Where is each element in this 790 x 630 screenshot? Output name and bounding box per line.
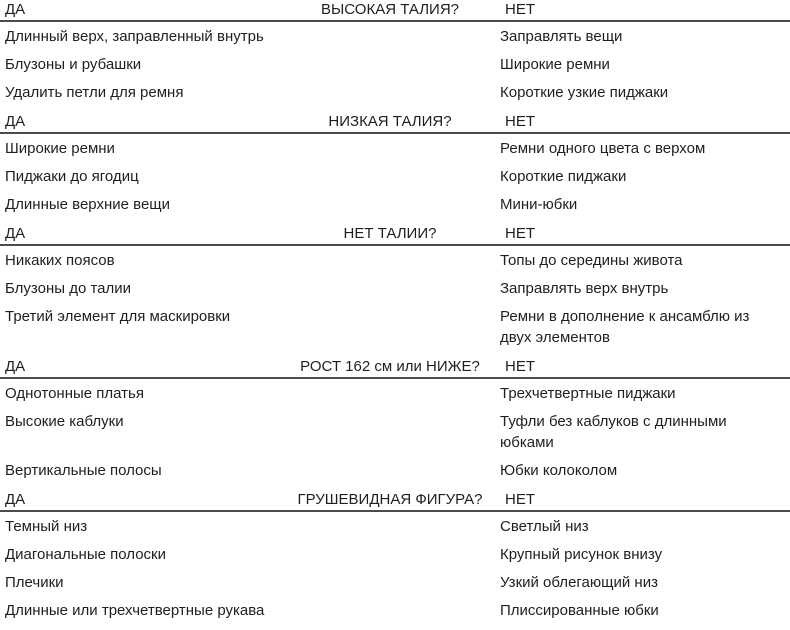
yes-advice: Широкие ремни <box>5 139 115 157</box>
no-advice: Заправлять вещи <box>500 27 623 45</box>
question-label: НИЗКАЯ ТАЛИЯ? <box>328 113 452 130</box>
no-advice: Трехчетвертные пиджаки <box>500 384 676 402</box>
no-advice: Заправлять верх внутрь <box>500 279 669 297</box>
question-section <box>0 2 790 106</box>
advice-row <box>0 456 790 484</box>
question-section <box>0 114 790 218</box>
no-advice: Светлый низ <box>500 517 589 535</box>
question-section <box>0 226 790 351</box>
no-advice: Мини-юбки <box>500 195 578 213</box>
no-column-label: НЕТ <box>505 113 535 130</box>
no-advice: Короткие пиджаки <box>500 167 627 185</box>
yes-advice: Никаких поясов <box>5 251 115 269</box>
question-section <box>0 359 790 484</box>
advice-row <box>0 50 790 78</box>
no-advice: Юбки колоколом <box>500 461 618 479</box>
yes-advice: Третий элемент для маскировки <box>5 307 231 325</box>
section-header <box>0 114 790 129</box>
section-header <box>0 359 790 374</box>
no-column-label: НЕТ <box>505 491 535 508</box>
section-header <box>0 2 790 17</box>
yes-advice: Темный низ <box>5 517 88 535</box>
yes-column-label: ДА <box>5 225 26 242</box>
section-header <box>0 492 790 507</box>
yes-column-label: ДА <box>5 358 26 375</box>
advice-row <box>0 162 790 190</box>
advice-row <box>0 379 790 407</box>
no-column-label: НЕТ <box>505 1 535 18</box>
yes-advice: Блузоны и рубашки <box>5 55 142 73</box>
no-advice: Короткие узкие пиджаки <box>500 83 669 101</box>
no-advice: Широкие ремни <box>500 55 610 73</box>
no-advice: Туфли без каблуков с длинными юбками <box>500 412 727 451</box>
yes-advice: Плечики <box>5 573 64 591</box>
question-label: ГРУШЕВИДНАЯ ФИГУРА? <box>297 491 483 508</box>
yes-column-label: ДА <box>5 1 26 18</box>
section-header <box>0 226 790 241</box>
no-column-label: НЕТ <box>505 225 535 242</box>
no-advice: Узкий облегающий низ <box>500 573 658 591</box>
yes-advice: Блузоны до талии <box>5 279 132 297</box>
no-advice: Плиссированные юбки <box>500 601 659 619</box>
yes-advice: Длинные верхние вещи <box>5 195 170 213</box>
advice-row <box>0 190 790 218</box>
no-column-label: НЕТ <box>505 358 535 375</box>
advice-row <box>0 134 790 162</box>
question-label: НЕТ ТАЛИИ? <box>343 225 437 242</box>
advice-row <box>0 540 790 568</box>
question-label: РОСТ 162 см или НИЖЕ? <box>300 358 480 375</box>
no-advice: Топы до середины живота <box>500 251 683 269</box>
yes-advice: Удалить петли для ремня <box>5 83 184 101</box>
yes-advice: Высокие каблуки <box>5 412 124 430</box>
yes-advice: Диагональные полоски <box>5 545 166 563</box>
question-section <box>0 492 790 624</box>
advice-row <box>0 596 790 624</box>
advice-row <box>0 274 790 302</box>
advice-row <box>0 512 790 540</box>
advice-row <box>0 78 790 106</box>
advice-row <box>0 568 790 596</box>
advice-row <box>0 246 790 274</box>
yes-advice: Длинные или трехчетвертные рукава <box>5 601 265 619</box>
yes-advice: Однотонные платья <box>5 384 144 402</box>
advice-row <box>0 302 790 351</box>
style-advice-table <box>0 2 790 624</box>
advice-row <box>0 22 790 50</box>
question-label: ВЫСОКАЯ ТАЛИЯ? <box>321 1 459 18</box>
yes-column-label: ДА <box>5 113 26 130</box>
no-advice: Ремни одного цвета с верхом <box>500 139 706 157</box>
advice-row <box>0 407 790 456</box>
no-advice: Ремни в дополнение к ансамблю из двух элементов <box>500 307 750 346</box>
no-advice: Крупный рисунок внизу <box>500 545 663 563</box>
yes-advice: Вертикальные полосы <box>5 461 162 479</box>
yes-column-label: ДА <box>5 491 26 508</box>
yes-advice: Пиджаки до ягодиц <box>5 167 139 185</box>
yes-advice: Длинный верх, заправленный внутрь <box>5 27 264 45</box>
